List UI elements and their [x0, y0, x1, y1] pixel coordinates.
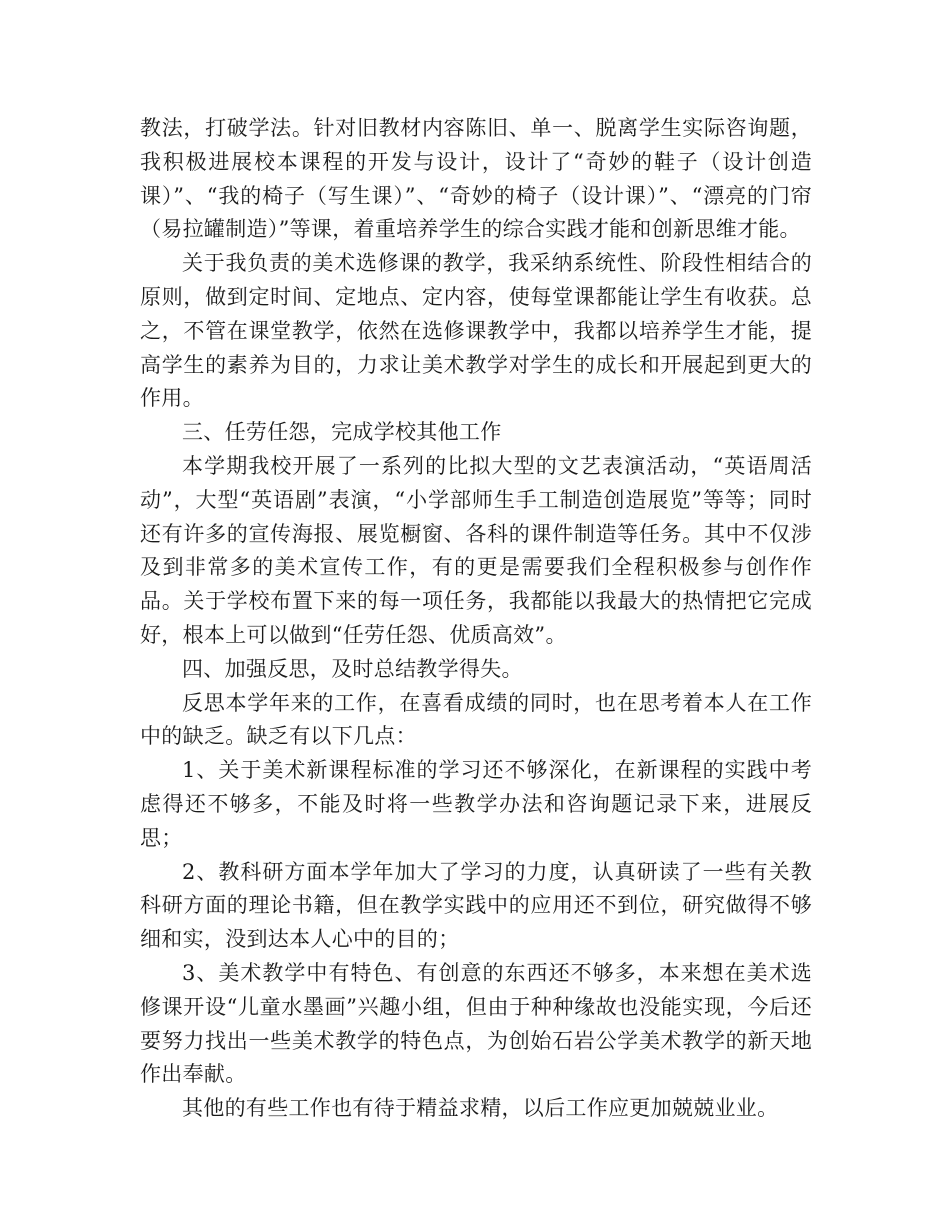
section-heading-3: 三、任劳任怨，完成学校其他工作 [182, 420, 502, 445]
paragraph-1: 教法，打破学法。针对旧教材内容陈旧、单一、脱离学生实际咨询题，我积极进展校本课程的开发与设计，设计了“奇妙的鞋子（设计创造课）”、“我的椅子（写生课）”、“奇妙的椅子（设计课）”、“漂亮的门帘（易拉罐制造）”等课，着重培养学生的综合实践才能和创新思维才能。 [140, 116, 812, 242]
section-heading-4: 四、加强反思，及时总结教学得失。 [182, 656, 523, 681]
list-item-2: 2、教科研方面本学年加大了学习的力度，认真研读了一些有关教科研方面的理论书籍，但在教学实践中的应用还不到位，研究做得不够细和实，没到达本人心中的目的； [140, 859, 812, 952]
paragraph-6: 反思本学年来的工作，在喜看成绩的同时，也在思考着本人在工作中的缺乏。缺乏有以下几点： [140, 690, 812, 749]
paragraph-2: 关于我负责的美术选修课的教学，我采纳系统性、阶段性相结合的原则，做到定时间、定地点、定内容，使每堂课都能让学生有收获。总之，不管在课堂教学，依然在选修课教学中，我都以培养学生才能，提高学生的素养为目的，力求让美术教学对学生的成长和开展起到更大的作用。 [140, 251, 812, 411]
paragraph-4: 本学期我校开展了一系列的比拟大型的文艺表演活动，“英语周活动”，大型“英语剧”表演，“小学部师生手工制造创造展览”等等；同时还有许多的宣传海报、展览橱窗、各科的课件制造等任务。其中不仅涉及到非常多的美术宣传工作，有的更是需要我们全程积极参与创作作品。关于学校布置下来的每一项任务，我都能以我最大的热情把它完成好，根本上可以做到“任劳任怨、优质高效”。 [140, 453, 812, 647]
document-body [140, 112, 812, 1126]
list-item-3: 3、美术教学中有特色、有创意的东西还不够多，本来想在美术选修课开设“儿童水墨画”兴趣小组，但由于种种缘故也没能实现，今后还要努力找出一些美术教学的特色点，为创始石岩公学美术教学的新天地作出奉献。 [140, 960, 812, 1087]
list-item-1: 1、关于美术新课程标准的学习还不够深化，在新课程的实践中考虑得还不够多，不能及时将一些教学办法和咨询题记录下来，进展反思； [140, 758, 812, 850]
paragraph-10: 其他的有些工作也有待于精益求精，以后工作应更加兢兢业业。 [182, 1096, 779, 1121]
